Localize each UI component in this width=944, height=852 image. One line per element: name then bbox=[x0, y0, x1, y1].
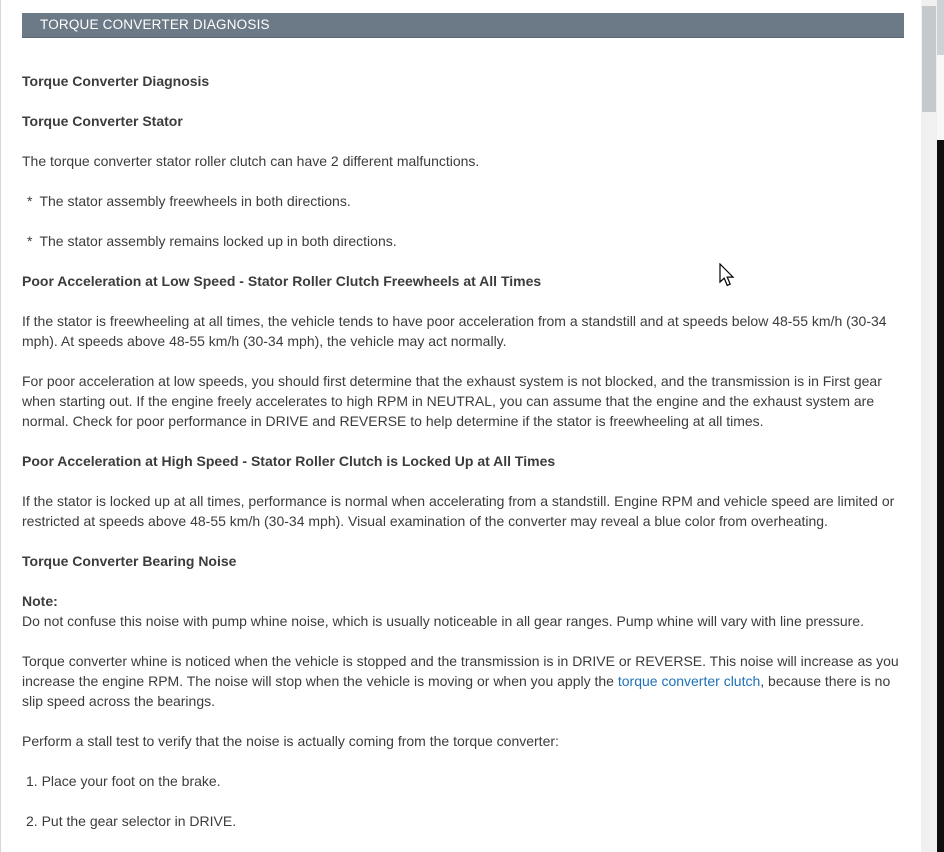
section-header-title: TORQUE CONVERTER DIAGNOSIS bbox=[40, 17, 270, 32]
torque-converter-clutch-link[interactable]: torque converter clutch bbox=[617, 673, 761, 689]
paragraph: For poor acceleration at low speeds, you should first determine that the exhaust system is not blocked, and the transmission is in First gear when starting out. If the engine freely accelerates to high RPM in NEUTRAL, you can assume that the engine and the exhaust system are normal. Check for poor performance in DRIVE and REVERSE to help determine if the stator is freewheeling at all times. bbox=[22, 373, 882, 429]
section-heading: Torque Converter Bearing Noise bbox=[22, 553, 237, 569]
section-heading: Torque Converter Stator bbox=[22, 113, 183, 129]
note-label: Note: bbox=[22, 593, 58, 609]
bullet-item bbox=[22, 191, 904, 211]
paragraph-text: , because there is no slip speed across the bearings. bbox=[22, 673, 891, 709]
right-edge-black-strip bbox=[937, 140, 944, 852]
section-heading: Poor Acceleration at Low Speed - Stator Roller Clutch Freewheels at All Times bbox=[22, 273, 542, 289]
right-edge-top-strip bbox=[937, 0, 944, 55]
note-block bbox=[22, 591, 904, 631]
paragraph: Perform a stall test to verify that the noise is actually coming from the torque converter: bbox=[22, 733, 559, 749]
scrollbar-thumb[interactable] bbox=[922, 6, 936, 112]
numbered-step: 2. Put the gear selector in DRIVE. bbox=[26, 813, 237, 829]
bullet-marker: * bbox=[27, 193, 33, 209]
bullet-marker: * bbox=[27, 233, 33, 249]
note-text: Do not confuse this noise with pump whine noise, which is usually noticeable in all gear ranges. Pump whine will vary with line pressure. bbox=[22, 613, 864, 629]
bullet-text: The stator assembly freewheels in both directions. bbox=[39, 193, 351, 209]
paragraph: If the stator is freewheeling at all times, the vehicle tends to have poor acceleration from a standstill and at speeds below 48-55 km/h (30-34 mph). At speeds above 48-55 km/h (30-34 mph), the vehicle may act normally. bbox=[22, 313, 887, 349]
vertical-scrollbar[interactable] bbox=[921, 0, 937, 852]
paragraph-text: Torque converter whine is noticed when the vehicle is stopped and the transmission is in DRIVE or REVERSE. This noise will increase as you increase the engine RPM. The noise will stop when the vehicle is moving or when you apply the bbox=[22, 653, 899, 689]
section-heading: Poor Acceleration at High Speed - Stator Roller Clutch is Locked Up at All Times bbox=[22, 453, 556, 469]
bullet-item bbox=[22, 231, 904, 251]
right-edge-panel bbox=[937, 0, 944, 852]
section-heading: Torque Converter Diagnosis bbox=[22, 73, 210, 89]
numbered-step: 1. Place your foot on the brake. bbox=[26, 773, 221, 789]
paragraph: The torque converter stator roller clutch can have 2 different malfunctions. bbox=[22, 153, 480, 169]
paragraph bbox=[22, 651, 904, 711]
right-edge-mid-strip bbox=[937, 55, 944, 140]
bullet-text: The stator assembly remains locked up in both directions. bbox=[39, 233, 397, 249]
section-header-bar bbox=[22, 13, 904, 38]
document-body bbox=[22, 71, 904, 851]
paragraph: If the stator is locked up at all times, performance is normal when accelerating from a standstill. Engine RPM and vehicle speed are limited or restricted at speeds above 48-55 km/h (30-34 mph). Visual examination of the converter may reveal a blue color from overheating. bbox=[22, 493, 895, 529]
